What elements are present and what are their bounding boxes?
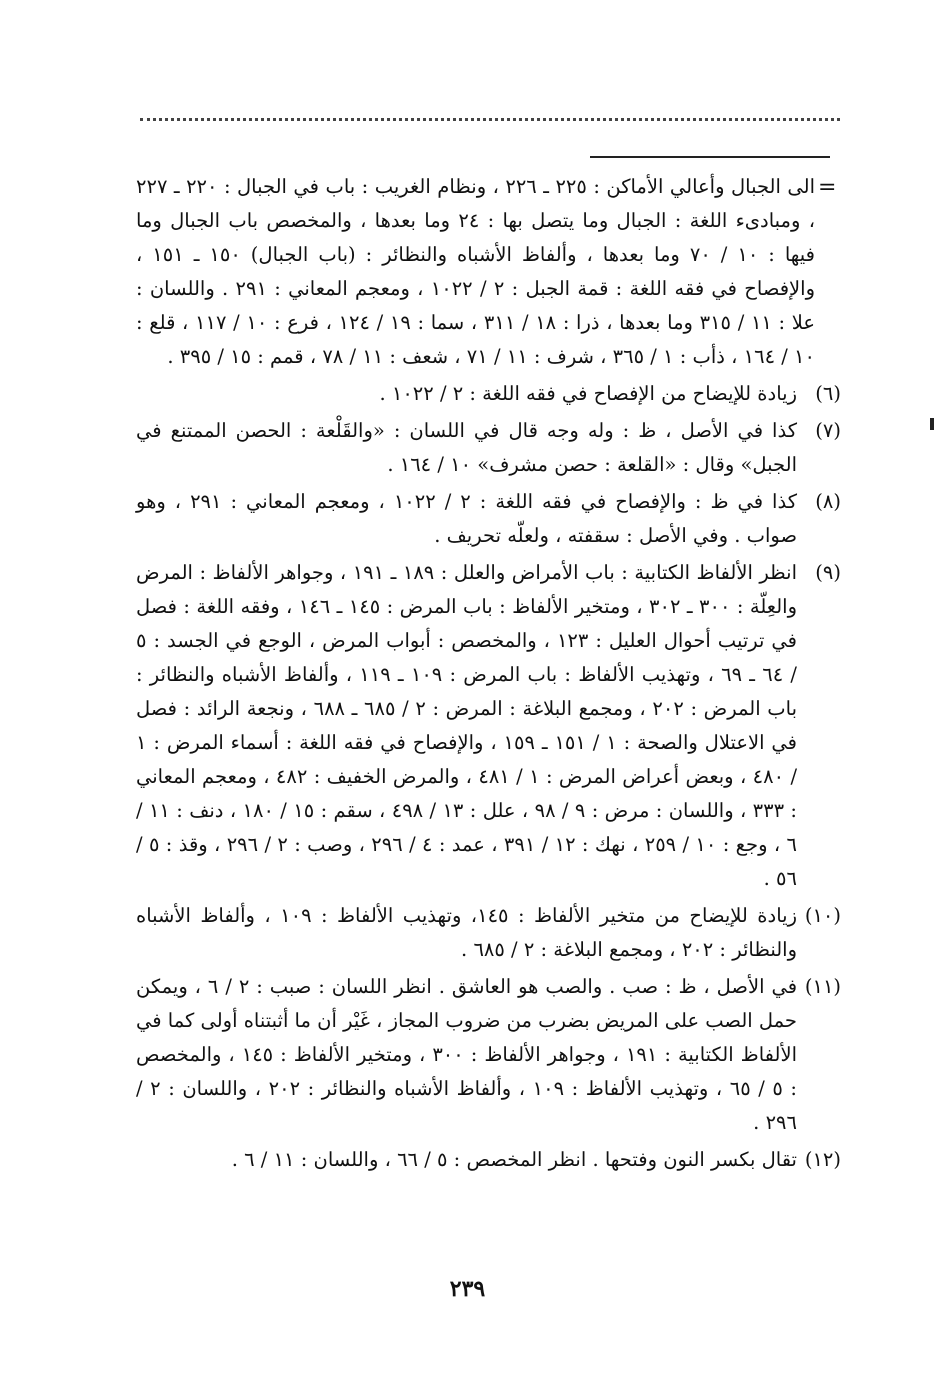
footnote-text: انظر الألفاظ الكتابية : باب الأمراض والعلل : ١٨٩ ـ ١٩١ ، وجواهر الألفاظ : المرض والعِلّة : ٣٠٠ ـ ٣٠٢ ، ومتخير الألفاظ : باب المرض : ١٤٥ ـ ١٤٦ ، وفقه اللغة : فصل في ترتيب أحوال العليل : ١٢٣ ، والمخصص : أبواب المرض ، الوجع في الجسد : ٥ / ٦٤ ـ ٦٩ ، وتهذيب الألفاظ : باب المرض : ١٠٩ ـ ١١٩ ، وألفاظ الأشباه والنظائر : باب المرض : ٢٠٢ ، ومجمع البلاغة : المرض : ٢ / ٦٨٥ ـ ٦٨٨ ، ونجعة الرائد : فصل في الاعتلال والصحة : ١ / ١٥١ ـ ١٥٩ ، والإفصاح في فقه اللغة : أسماء المرض : ١ / ٤٨٠ ، وبعض أعراض المرض : ١ / ٤٨١ ، والمرض الخفيف : ٤٨٢ ، ومعجم المعاني : ٣٣٣ ، واللسان : مرض : ٩ / ٩٨ ، علل : ١٣ / ٤٩٨ ، سقم : ١٥ / ١٨٠ ، دنف : ١١ / ٦ ، وجع : ١٠ / ٢٥٩ ، نهك : ١٢ / ٣٩١ ، عمد : ٤ / ٢٩٦ ، وصب : ٢ / ٢٩٦ ، وقذ : ٥ / ٥٦ . (136, 561, 798, 890)
footnote-text: كذا في الأصل ، ظ : وله وجه قال في اللسان : «والقَلْعة : الحصن الممتنع في الجبل» وقال : «القلعة : حصن مشرف» ١٠ / ١٦٤ . (136, 419, 797, 476)
footnotes-block (136, 170, 841, 1180)
footnote-7 (136, 414, 841, 482)
footnote-8 (136, 485, 841, 553)
footnote-text: كذا في ظ : والإفصاح في فقه اللغة : ٢ / ١٠٢٢ ، ومعجم المعاني : ٢٩١ ، وهو صواب . وفي الأصل : سقفته ، ولعلّه تحريف . (136, 490, 797, 547)
footnote-10 (136, 899, 841, 967)
page-number: ٢٣٩ (449, 1276, 486, 1302)
footnote-number: (٧) (815, 419, 841, 442)
continuation-marker: = (818, 175, 837, 200)
footnote-text: في الأصل ، ظ : صب . والصب هو العاشق . انظر اللسان : صبب : ٢ / ٦ ، ويمكن حمل الصب على المريض بضرب من ضروب المجاز ، غَيْر أن ما أثبتناه أولى كما في الألفاظ الكتابية : ١٩١ ، وجواهر الألفاظ : ٣٠٠ ، ومتخير الألفاظ : ١٤٥ ، والمخصص : ٥ / ٦٥ ، وتهذيب الألفاظ : ١٠٩ ، وألفاظ الأشباه والنظائر : ٢٠٢ ، واللسان : ٢ / ٢٩٦ . (136, 975, 798, 1134)
footnote-number: (١١) (804, 975, 842, 998)
footnote-number: (٨) (815, 490, 841, 513)
footnote-number: (١٠) (804, 904, 841, 927)
footnote-continuation: الى الجبال وأعالي الأماكن : ٢٢٥ ـ ٢٢٦ ، ونظام الغريب : باب في الجبال : ٢٢٠ ـ ٢٢٧ ، ومبادىء اللغة : الجبال وما يتصل بها : ٢٤ وما بعدها ، والمخصص باب الجبال وما فيها : ١٠ / ٧٠ وما بعدها ، وألفاظ الأشباه والنظائر : (باب الجبال) ١٥٠ ـ ١٥١ ، والإفصاح في فقه اللغة : قمة الجبل : ٢ / ١٠٢٢ ، ومعجم المعاني : ٢٩١ . واللسان : علا : ١١ / ٣١٥ وما بعدها ، ذرا : ١٨ / ٣١١ ، سما : ١٩ / ١٢٤ ، فرع : ١٠ / ١١٧ ، قلع : ١٠ / ١٦٤ ، ذأب : ١ / ٣٦٥ ، شرف : ١١ / ٧١ ، شعف : ١١ / ٧٨ ، قمم : ١٥ / ٣٩٥ . (136, 175, 816, 368)
footnote-separator-rule (590, 156, 830, 158)
footnote-text: زيادة للإيضاح من الإفصاح في فقه اللغة : ٢ / ١٠٢٢ . (379, 382, 797, 405)
footnote-9 (136, 556, 841, 896)
footnote-number: (١٢) (804, 1148, 841, 1171)
footnote-text: زيادة للإيضاح من متخير الألفاظ : ١٤٥، وتهذيب الألفاظ : ١٠٩ ، وألفاظ الأشباه والنظائر : ٢٠٢ ، ومجمع البلاغة : ٢ / ٦٨٥ . (136, 904, 797, 961)
header-dotted-rule (140, 118, 840, 121)
footnote-6 (136, 377, 841, 411)
footnote-text: تقال بكسر النون وفتحها . انظر المخصص : ٥ / ٦٦ ، واللسان : ١١ / ٦ . (231, 1148, 797, 1171)
footnote-number: (٩) (815, 561, 841, 584)
footnote-11 (136, 970, 841, 1140)
footnote-12 (136, 1143, 841, 1177)
footnote-number: (٦) (815, 382, 841, 405)
margin-mark (930, 418, 934, 430)
